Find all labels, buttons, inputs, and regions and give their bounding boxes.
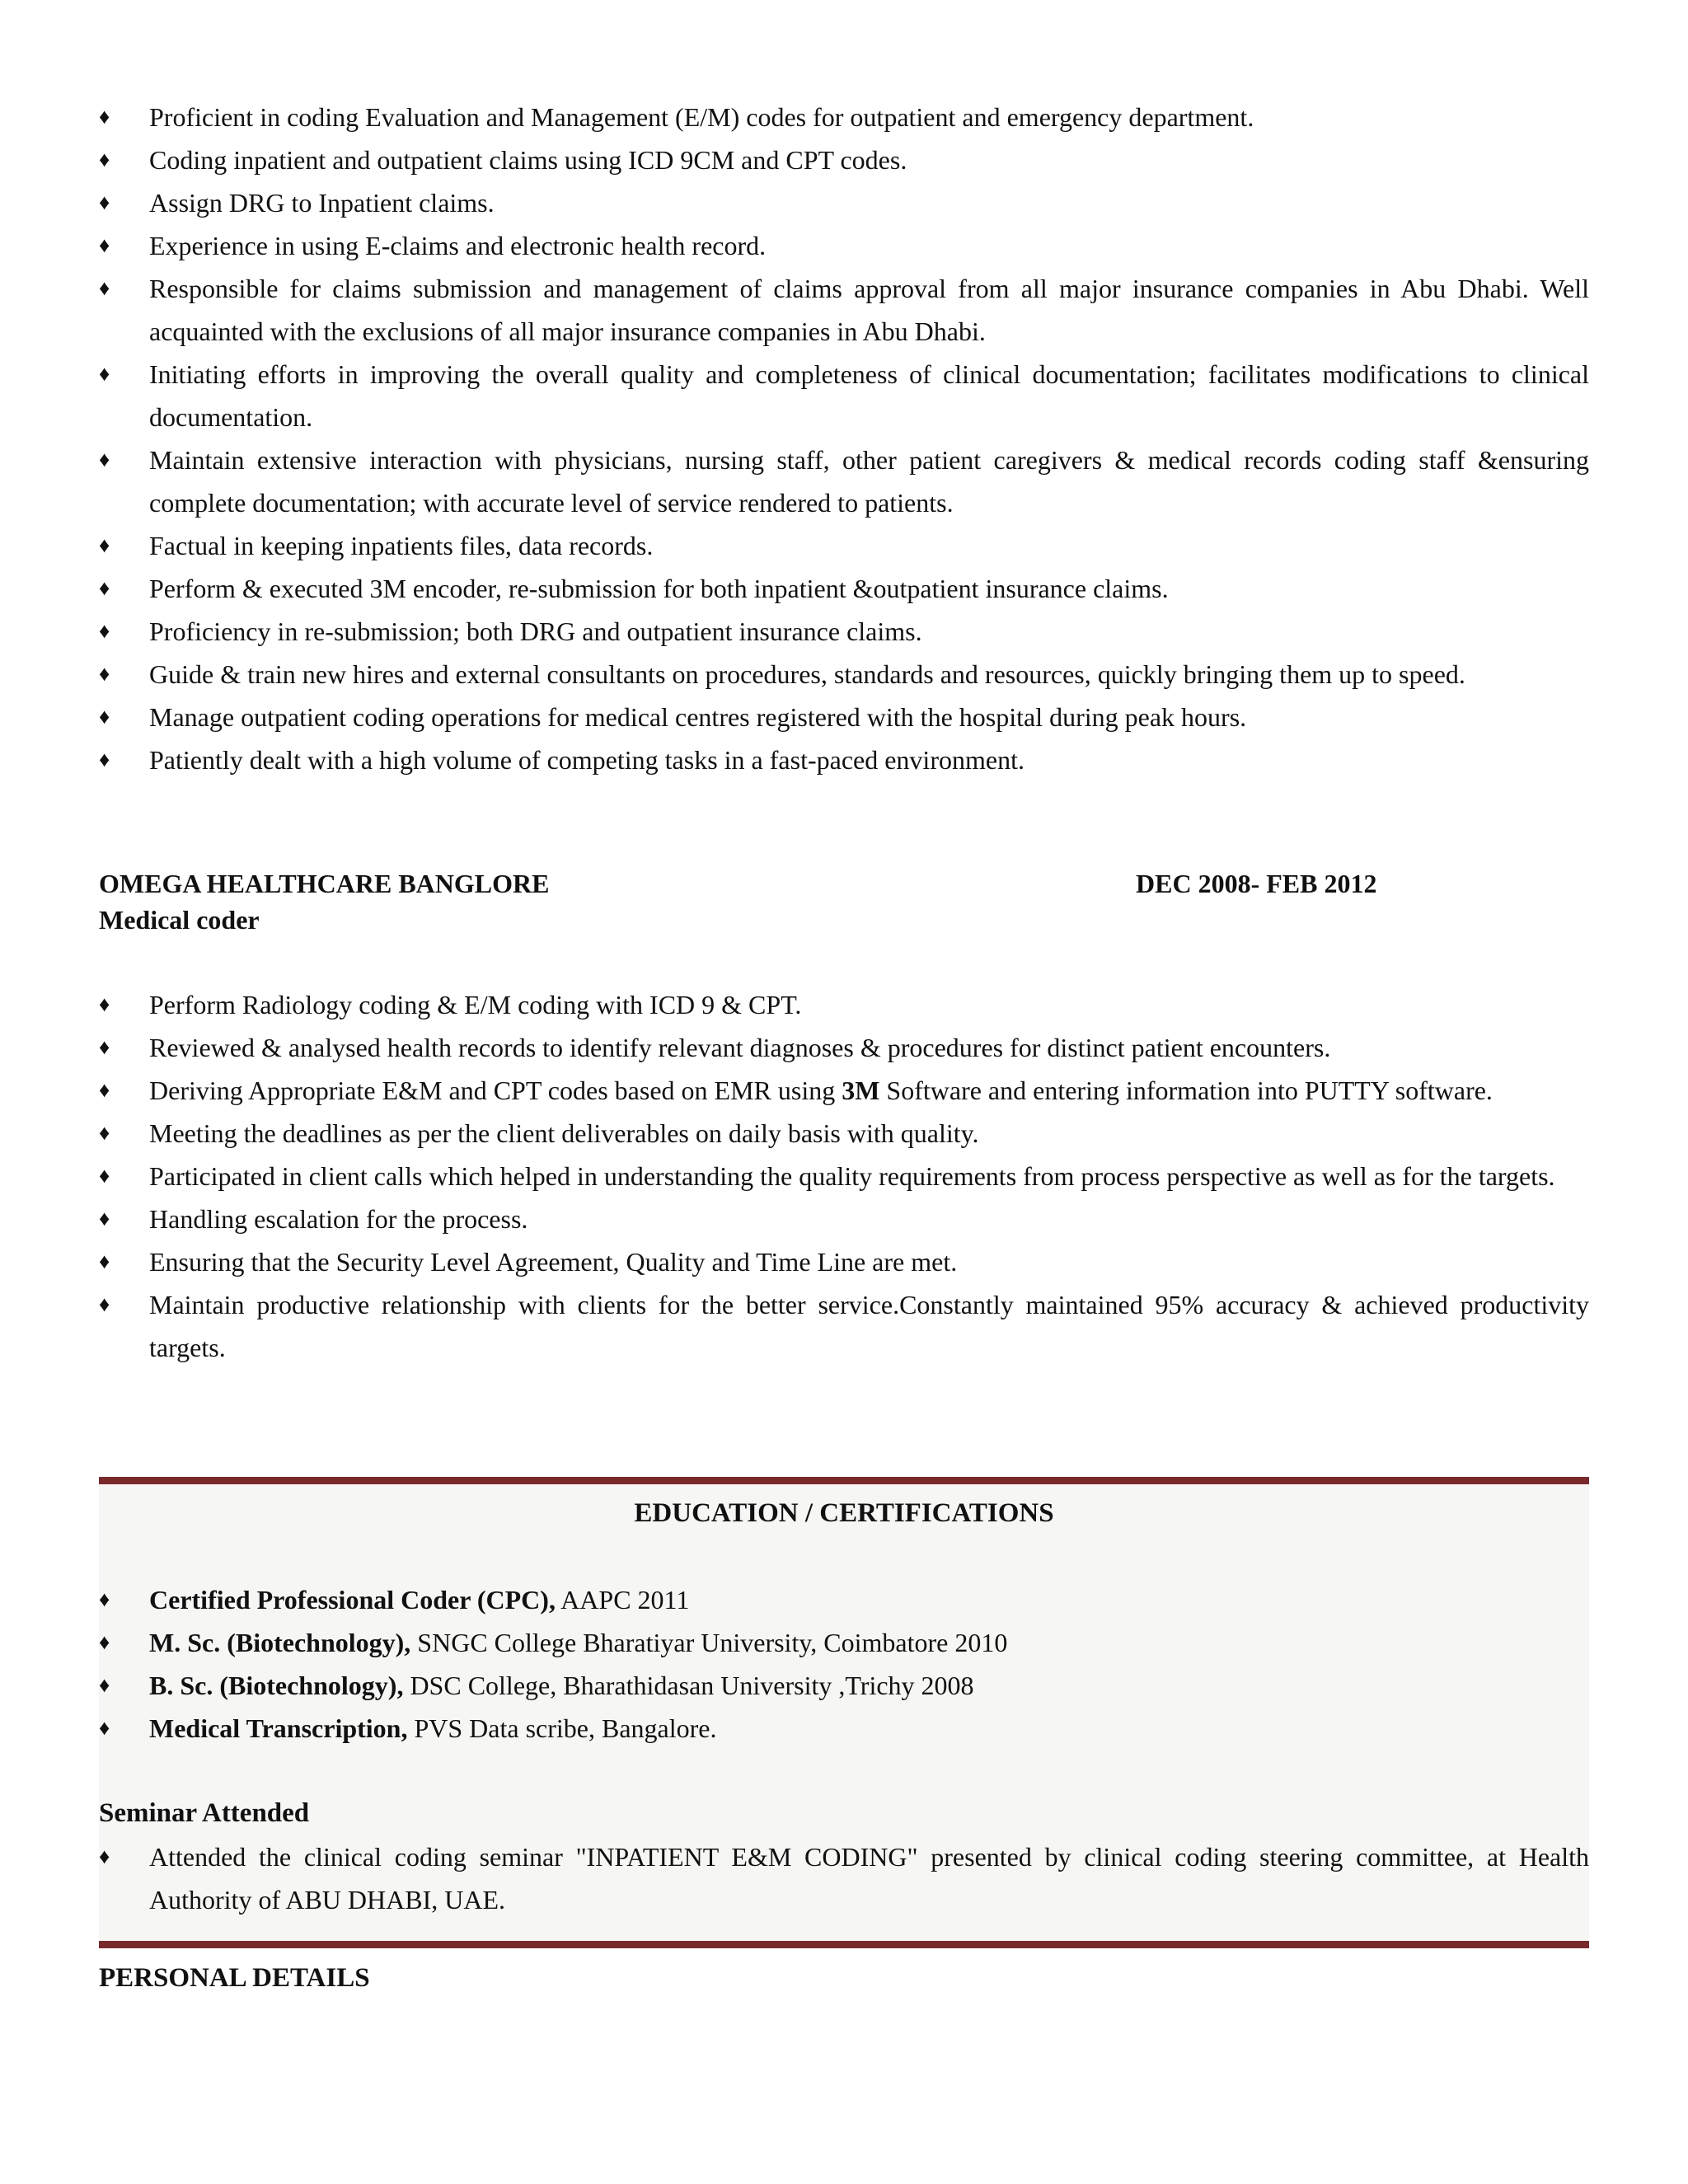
- diamond-bullet-icon: ♦: [99, 362, 110, 386]
- experience-bullet-list: [99, 96, 1589, 781]
- diamond-bullet-icon: ♦: [99, 1716, 110, 1740]
- list-item: ♦ Maintain productive relationship with clients for the better service.Constantly maintained 95% accuracy & achieved productivity targets.: [99, 1283, 1589, 1369]
- diamond-bullet-icon: ♦: [99, 1207, 110, 1230]
- list-item: ♦ Maintain extensive interaction with physicians, nursing staff, other patient caregivers & medical records coding staff &ensuring complete documentation; with accurate level of service rendered to patients.: [99, 438, 1589, 524]
- list-item: ♦ Manage outpatient coding operations for medical centres registered with the hospital during peak hours.: [99, 696, 1589, 738]
- list-item: ♦ Perform & executed 3M encoder, re-submission for both inpatient &outpatient insurance claims.: [99, 567, 1589, 610]
- job2-section: [99, 983, 1589, 1369]
- diamond-bullet-icon: ♦: [99, 1078, 110, 1102]
- diamond-bullet-icon: ♦: [99, 148, 110, 171]
- list-item: ♦ Proficient in coding Evaluation and Management (E/M) codes for outpatient and emergency department.: [99, 96, 1589, 138]
- list-item: ♦ Initiating efforts in improving the overall quality and completeness of clinical documentation; facilitates modifications to clinical documentation.: [99, 353, 1589, 438]
- job-header: [99, 865, 1589, 938]
- diamond-bullet-icon: ♦: [99, 533, 110, 557]
- list-item: ♦ Factual in keeping inpatients files, data records.: [99, 524, 1589, 567]
- diamond-bullet-icon: ♦: [99, 662, 110, 686]
- seminar-title: Seminar Attended: [99, 1798, 310, 1828]
- diamond-bullet-icon: ♦: [99, 619, 110, 643]
- diamond-bullet-icon: ♦: [99, 1292, 110, 1316]
- seminar-section: [99, 1835, 1589, 1921]
- education-list: [99, 1578, 1589, 1750]
- diamond-bullet-icon: ♦: [99, 1844, 110, 1868]
- list-item: ♦ M. Sc. (Biotechnology), SNGC College Bharatiyar University, Coimbatore 2010: [99, 1621, 1589, 1664]
- diamond-bullet-icon: ♦: [99, 992, 110, 1016]
- diamond-bullet-icon: ♦: [99, 448, 110, 471]
- diamond-bullet-icon: ♦: [99, 1121, 110, 1145]
- list-item: ♦ Meeting the deadlines as per the client deliverables on daily basis with quality.: [99, 1112, 1589, 1155]
- education-section: [99, 1578, 1589, 1750]
- diamond-bullet-icon: ♦: [99, 1630, 110, 1654]
- diamond-bullet-icon: ♦: [99, 1035, 110, 1059]
- diamond-bullet-icon: ♦: [99, 1673, 110, 1697]
- list-item: ♦ Attended the clinical coding seminar "INPATIENT E&M CODING" presented by clinical coding steering committee, at Health Authority of ABU DHABI, UAE.: [99, 1835, 1589, 1921]
- section-divider: [99, 1477, 1589, 1484]
- diamond-bullet-icon: ♦: [99, 276, 110, 300]
- list-item: ♦ Responsible for claims submission and management of claims approval from all major insurance companies in Abu Dhabi. Well acquainted with the exclusions of all major insurance companies in Abu Dhabi.: [99, 267, 1589, 353]
- list-item: ♦ Reviewed & analysed health records to identify relevant diagnoses & procedures for distinct patient encounters.: [99, 1026, 1589, 1069]
- company-name: OMEGA HEALTHCARE BANGLORE: [99, 869, 550, 898]
- list-item: ♦ Participated in client calls which helped in understanding the quality requirements from process perspective as well as for the targets.: [99, 1155, 1589, 1197]
- list-item: ♦ Proficiency in re-submission; both DRG and outpatient insurance claims.: [99, 610, 1589, 653]
- list-item: ♦ Medical Transcription, PVS Data scribe, Bangalore.: [99, 1707, 1589, 1750]
- experience-section: [99, 96, 1589, 781]
- list-item: ♦ Experience in using E-claims and electronic health record.: [99, 224, 1589, 267]
- list-item: ♦ Perform Radiology coding & E/M coding with ICD 9 & CPT.: [99, 983, 1589, 1026]
- list-item: ♦ Certified Professional Coder (CPC), AAPC 2011: [99, 1578, 1589, 1621]
- list-item: ♦ Guide & train new hires and external consultants on procedures, standards and resources, quickly bringing them up to speed.: [99, 653, 1589, 696]
- seminar-list: [99, 1835, 1589, 1921]
- diamond-bullet-icon: ♦: [99, 105, 110, 129]
- job-role: Medical coder: [99, 905, 260, 935]
- diamond-bullet-icon: ♦: [99, 1249, 110, 1273]
- job-dates: DEC 2008- FEB 2012: [1136, 869, 1377, 898]
- list-item: ♦ B. Sc. (Biotechnology), DSC College, Bharathidasan University ,Trichy 2008: [99, 1664, 1589, 1707]
- diamond-bullet-icon: ♦: [99, 190, 110, 214]
- diamond-bullet-icon: ♦: [99, 1587, 110, 1611]
- list-item: ♦ Patiently dealt with a high volume of competing tasks in a fast-paced environment.: [99, 738, 1589, 781]
- job2-bullet-list: [99, 983, 1589, 1369]
- education-title: EDUCATION / CERTIFICATIONS: [634, 1498, 1054, 1528]
- diamond-bullet-icon: ♦: [99, 705, 110, 729]
- list-item: ♦ Handling escalation for the process.: [99, 1197, 1589, 1240]
- diamond-bullet-icon: ♦: [99, 748, 110, 771]
- list-item: ♦ Coding inpatient and outpatient claims using ICD 9CM and CPT codes.: [99, 138, 1589, 181]
- diamond-bullet-icon: ♦: [99, 1164, 110, 1188]
- list-item: ♦ Deriving Appropriate E&M and CPT codes based on EMR using 3M Software and entering information into PUTTY software.: [99, 1069, 1589, 1112]
- section-divider: [99, 1941, 1589, 1948]
- personal-details-title: PERSONAL DETAILS: [99, 1963, 370, 1993]
- diamond-bullet-icon: ♦: [99, 576, 110, 600]
- list-item: ♦ Assign DRG to Inpatient claims.: [99, 181, 1589, 224]
- diamond-bullet-icon: ♦: [99, 233, 110, 257]
- list-item: ♦ Ensuring that the Security Level Agreement, Quality and Time Line are met.: [99, 1240, 1589, 1283]
